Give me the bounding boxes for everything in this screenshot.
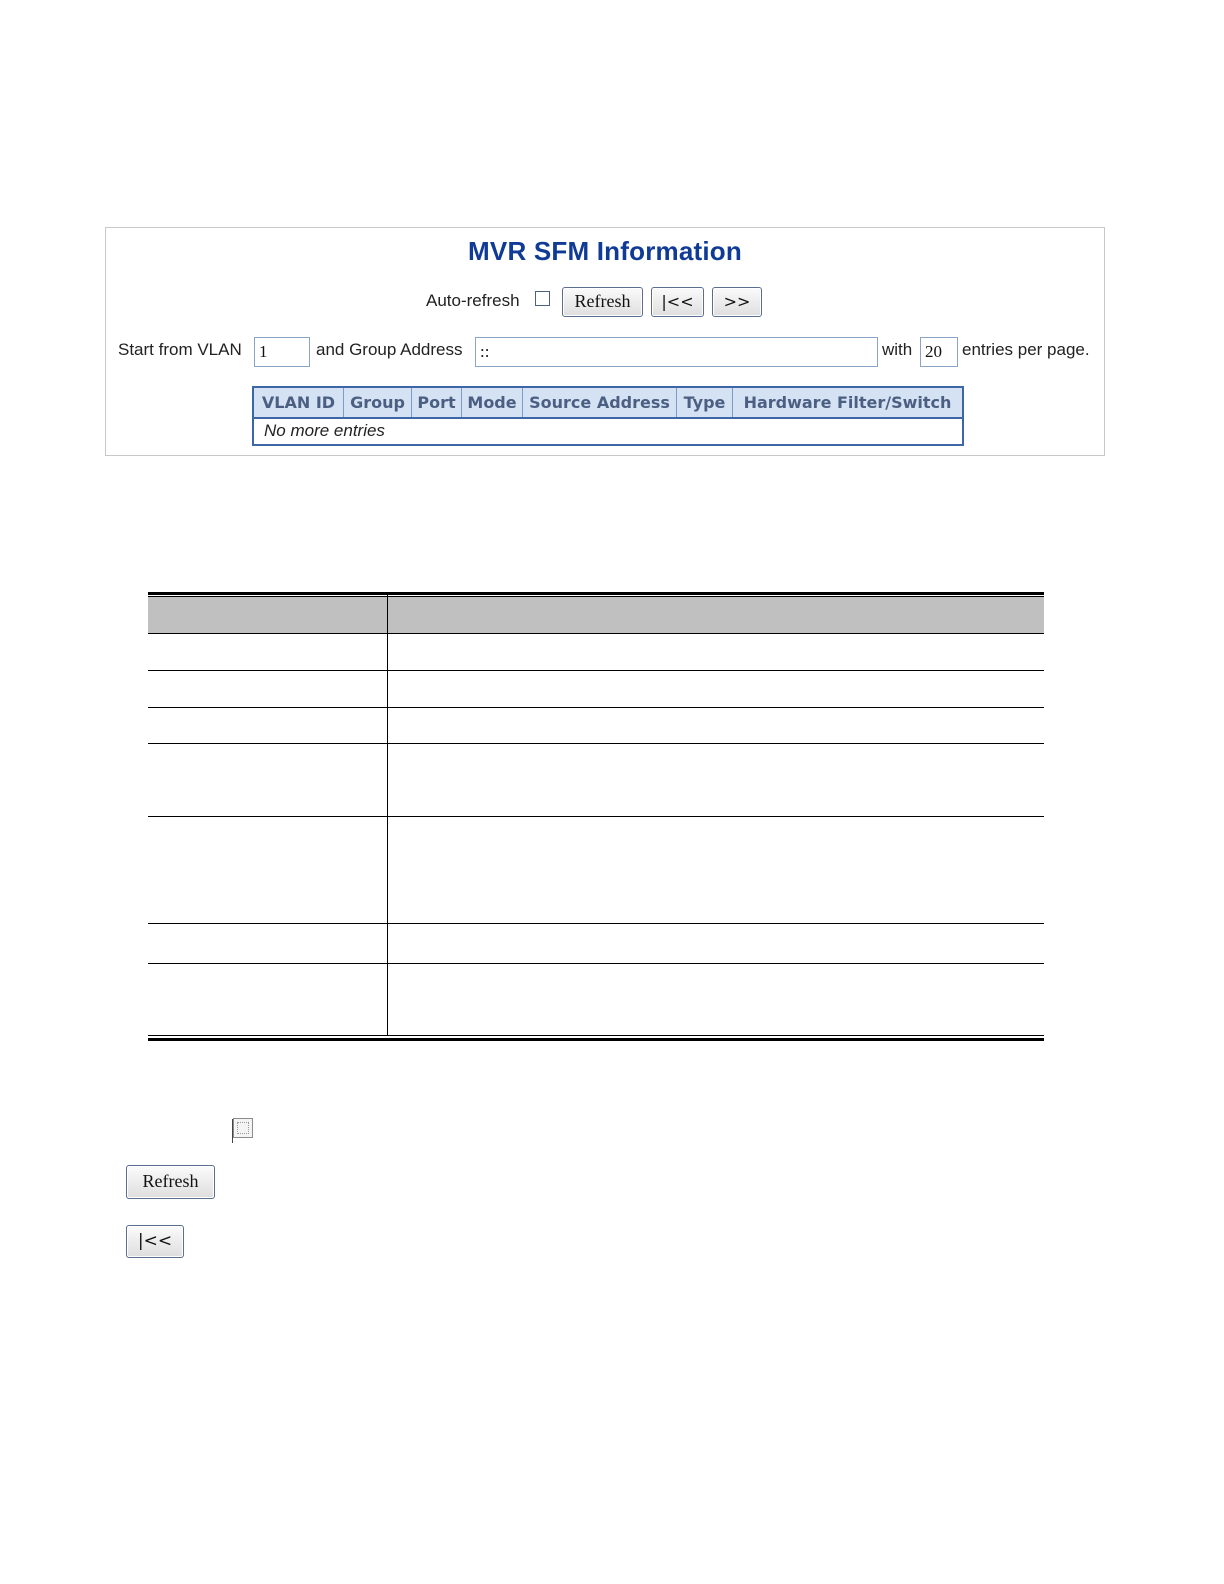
- filter-row: [106, 336, 1104, 368]
- column-header-hardware-filter-switch: Hardware Filter/Switch: [743, 393, 952, 412]
- sfm-table: [252, 386, 964, 446]
- table-row-divider: [148, 670, 1044, 671]
- entries-per-page-input[interactable]: 20: [920, 337, 958, 367]
- table-top-rule: [148, 592, 1044, 595]
- group-address-label: and Group Address: [316, 340, 463, 359]
- table-row-divider: [148, 816, 1044, 817]
- auto-refresh-label: Auto-refresh: [426, 291, 520, 310]
- column-header-vlan-id: VLAN ID: [254, 388, 344, 417]
- page-title: MVR SFM Information: [468, 236, 742, 266]
- column-header-port: Port: [412, 388, 462, 417]
- entries-per-page-label: entries per page.: [962, 340, 1090, 359]
- auto-refresh-checkbox[interactable]: [535, 291, 550, 306]
- first-page-button-sample[interactable]: |<<: [126, 1225, 184, 1258]
- description-table: [148, 592, 1044, 1042]
- refresh-button[interactable]: Refresh: [562, 287, 643, 317]
- table-header-shading: [148, 597, 1044, 633]
- column-header-group: Group: [344, 388, 412, 417]
- refresh-button-sample[interactable]: Refresh: [126, 1165, 215, 1199]
- table-column-divider: [387, 592, 388, 1035]
- first-page-button[interactable]: |<<: [651, 287, 704, 317]
- toolbar: [106, 286, 1104, 318]
- table-row-divider: [148, 743, 1044, 744]
- start-vlan-label: Start from VLAN: [118, 340, 242, 359]
- table-row-divider: [148, 707, 1044, 708]
- column-header-source-address: Source Address: [523, 388, 677, 417]
- next-page-button[interactable]: >>: [712, 287, 762, 317]
- mvr-sfm-panel: [105, 227, 1105, 456]
- table-row-divider: [148, 963, 1044, 964]
- empty-table-message: No more entries: [264, 421, 385, 440]
- column-header-mode: Mode: [462, 388, 523, 417]
- start-vlan-input[interactable]: 1: [254, 337, 310, 367]
- table-row-divider: [148, 633, 1044, 634]
- with-label: with: [882, 340, 913, 359]
- table-bottom-rule: [148, 1038, 1044, 1041]
- group-address-input[interactable]: ::: [475, 337, 878, 367]
- column-header-type: Type: [677, 388, 733, 417]
- auto-refresh-checkbox-sample[interactable]: [233, 1118, 253, 1138]
- table-row-divider: [148, 923, 1044, 924]
- table-bottom-rule-thin: [148, 1035, 1044, 1036]
- table-header-row: [254, 388, 962, 419]
